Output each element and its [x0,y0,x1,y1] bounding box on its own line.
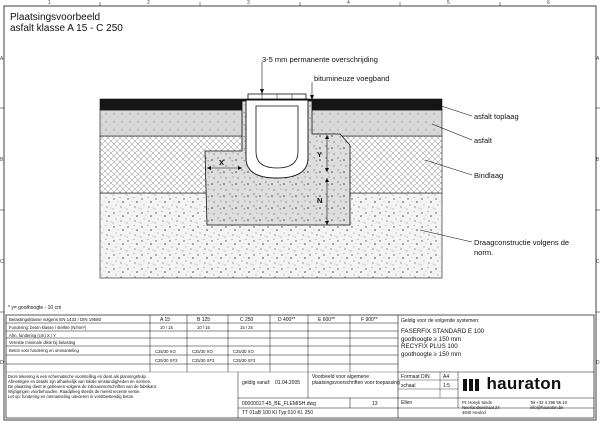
label-overschrijding: 3-5 mm permanente overschrijding [262,55,378,64]
row-5-c250: C25/30 XF3 [233,358,256,363]
grid-label-3: 3 [247,0,250,6]
note-4: Wijzigingen voorbehouden. Raadpleeg steeds de meest recente versie. [8,389,141,394]
class-a15: A 15 [160,317,171,323]
schaal-label: schaal [401,383,416,389]
systems-list [401,328,484,358]
notes-block [8,374,157,399]
system-1-height: goothoogte ≥ 150 mm [401,335,462,343]
note-3: De plaatsing dient te gebeuren volgens de inbouwvoorschriften van de fabrikant. [8,384,157,389]
row-1-a15: 10 / 15 [160,325,173,330]
blad-value: Ellen [401,400,413,406]
validity-label: Geldig voor de volgende systemen: [401,318,480,324]
grid-label-b: B [0,157,4,163]
row-5-a15: C25/30 XF3 [155,358,178,363]
company-email: info@hauraton.be [530,405,564,410]
description-line-2: plaatsingsvoorschriften voor toepassing [312,380,400,386]
file-name: 0000001T-45_BE_FLEMISH.dwg [242,401,316,407]
label-bindlaag: Bindlaag [474,171,504,180]
dimension-x: X [219,158,225,167]
row-2-label: Afm. fundering (cm) X / Y [9,333,56,338]
row-4-a15: C25/30 XO [155,349,176,354]
class-b125: B 125 [197,317,211,323]
dimension-y: Y [317,150,323,159]
company-name: hauraton [486,374,562,393]
grid-label-a-right: A [596,56,600,62]
schaal-value: 1:5 [443,383,450,389]
row-1-label: Fundering: beton klasse / sterkte (N/mm²) [9,325,87,330]
dimension-n: N [317,196,323,205]
label-asfalt-toplaag: asfalt toplaag [474,112,519,121]
grid-label-d-right: D [596,360,600,366]
product-code: TT 01aB 100 KI Typ 010 Kl. 250 [242,410,313,416]
hauraton-logo [462,374,562,394]
note-2: Afmetingen en details zijn afhankelijk van lokale omstandigheden en normen. [8,379,152,384]
grid-label-1: 1 [48,0,51,6]
address-line-3: 4840 Heulnd [462,410,486,415]
title-line-1: Plaatsingsvoorbeeld [10,12,101,23]
row-1-b125: 10 / 15 [197,325,210,330]
grid-label-d: D [0,360,4,366]
grid-label-c-right: C [596,259,600,265]
class-d400: D 400** [278,317,296,323]
description-line-1: Voorbeeld voor algemene [312,374,369,380]
geldig-label: geldig vanaf: [242,380,271,386]
grid-label-b-right: B [596,157,600,163]
company-address [462,400,500,415]
label-draagconstructie-1: Draagconstructie volgens de [474,238,570,247]
label-draagconstructie-2: norm. [474,248,494,257]
row-4-b125: C25/30 XO [192,349,213,354]
row-3-label: Vereiste minimale dikte bij belasting [9,340,76,345]
row-1-c250: 15 / 25 [240,325,253,330]
format-label: Formaat DIN [401,374,430,380]
grid-label-c: C [0,259,4,265]
note-1: Deze tekening is een schematische voorstelling en dient als planningshulp. [8,374,147,379]
address-line-2: Neerlandsestraat 24 [462,405,500,410]
row-4-c250: C25/30 XO [233,349,254,354]
title-line-2: asfalt klasse A 15 - C 250 [10,23,123,34]
sheet-number: 13 [372,401,378,407]
format-value: A4 [443,374,450,380]
hauraton-logo-icon [462,377,482,393]
footnote: * y= goothoogte - 10 cm [8,305,62,311]
system-1: FASERFIX STANDARD E 100 [401,328,485,335]
company-contact [530,400,567,410]
grid-label-2: 2 [147,0,150,6]
address-line-1: Pt. Hoeyk Sinds [462,400,492,405]
row-5-b125: C25/30 XF3 [192,358,215,363]
label-voegband: bitumineuze voegband [314,74,390,83]
row-4-label: Beton voor fundering en ommanteling [9,348,79,353]
grid-label-6: 6 [547,0,550,6]
class-e600: E 600** [318,317,335,323]
label-asfalt: asfalt [474,136,492,145]
system-2: RECYFIX PLUS 100 [401,343,458,350]
grid-label-5: 5 [447,0,450,6]
class-f900: F 900** [361,317,378,323]
geldig-value: 01.04.2005 [275,380,301,386]
system-2-height: goothoogte ≥ 150 mm [401,350,462,358]
description [312,374,400,386]
grid-label-a: A [0,56,4,62]
table-header-label: Belastingsklasse volgens EN 1433 / DIN 19580 [9,317,102,322]
grid-label-4: 4 [347,0,350,6]
class-c250: C 250 [240,317,254,323]
company-phone: Tel +32 4 296 95 10 [530,400,567,405]
note-5: Let op: fundering en ommanteling uitvoeren in vorstbestendig beton. [8,394,135,399]
